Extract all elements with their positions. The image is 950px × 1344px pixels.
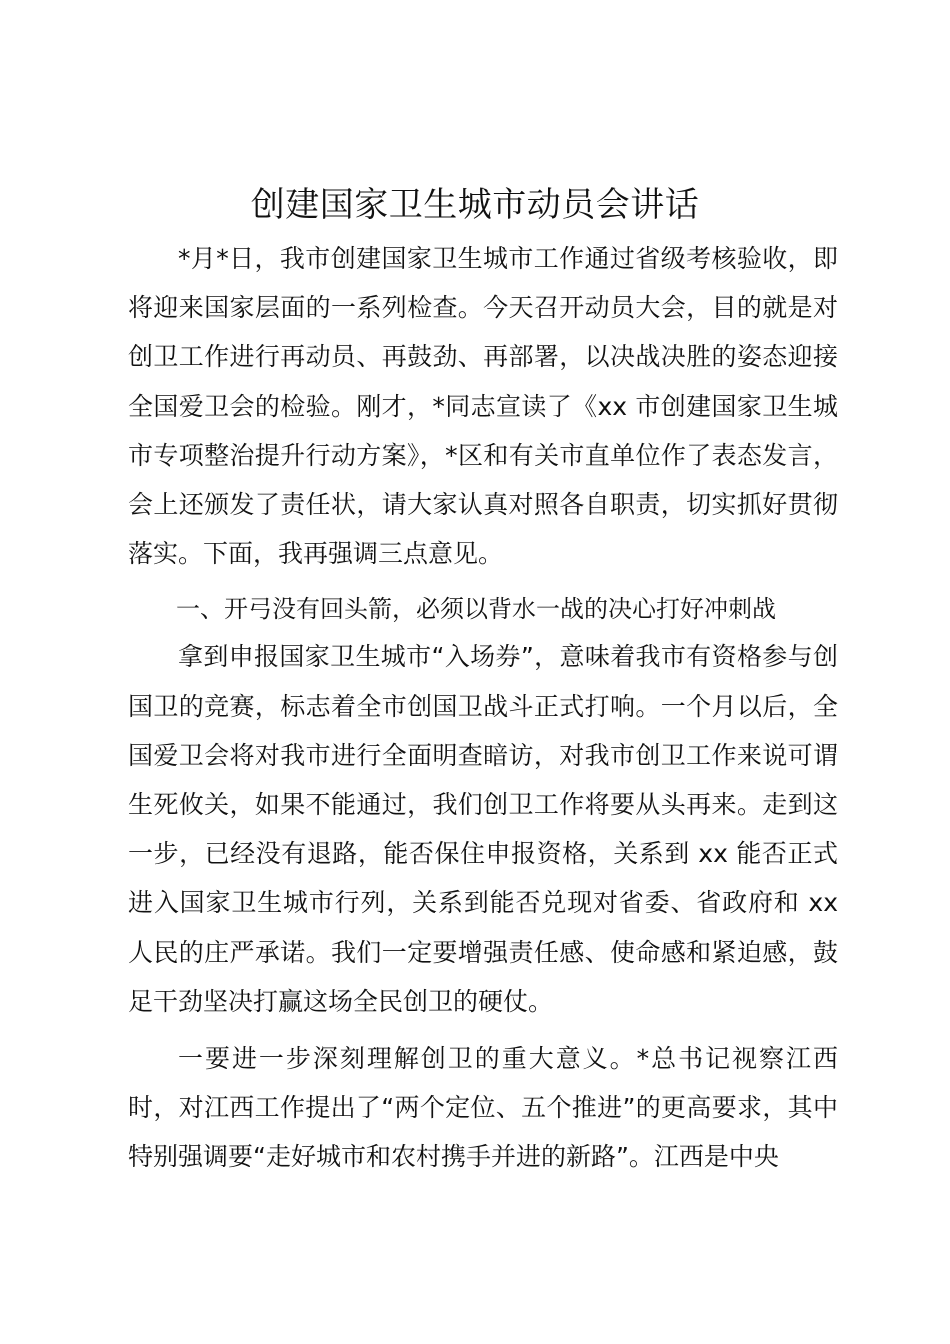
paragraph-point-1: 一要进一步深刻理解创卫的重大意义。*总书记视察江西时，对江西工作提出了“两个定位、五个推进”的更高要求，其中特别强调要“走好城市和农村携手并进的新路”。江西是中央 xyxy=(128,1044,838,1172)
section-heading-1: 一、开弓没有回头箭，必须以背水一战的决心打好冲刺战 xyxy=(176,595,776,624)
paragraph-intro: *月*日，我市创建国家卫生城市工作通过省级考核验收，即将迎来国家层面的一系列检查。今天召开动员大会，目的就是对创卫工作进行再动员、再鼓劲、再部署，以决战决胜的姿态迎接全国爱卫会的检验。刚才，*同志宣读了《xx 市创建国家卫生城市专项整治提升行动方案》，*区和有关市直单位作了表态发言，会上还颁发了责任状，请大家认真对照各自职责，切实抓好贯彻落实。下面，我再强调三点意见。 xyxy=(128,244,838,569)
paragraph-section-1: 拿到申报国家卫生城市“入场券”，意味着我市有资格参与创国卫的竞赛，标志着全市创国卫战斗正式打响。一个月以后，全国爱卫会将对我市进行全面明查暗访，对我市创卫工作来说可谓生死攸关，如果不能通过，我们创卫工作将要从头再来。走到这一步，已经没有退路，能否保住申报资格，关系到 xx 能否正式进入国家卫生城市行列，关系到能否兑现对省委、省政府和 xx 人民的庄严承诺。我们一定要增强责任感、使命感和紧迫感，鼓足干劲坚决打赢这场全民创卫的硬仗。 xyxy=(128,642,838,1016)
document-body xyxy=(128,234,838,1182)
document-title: 创建国家卫生城市动员会讲话 xyxy=(250,185,700,225)
